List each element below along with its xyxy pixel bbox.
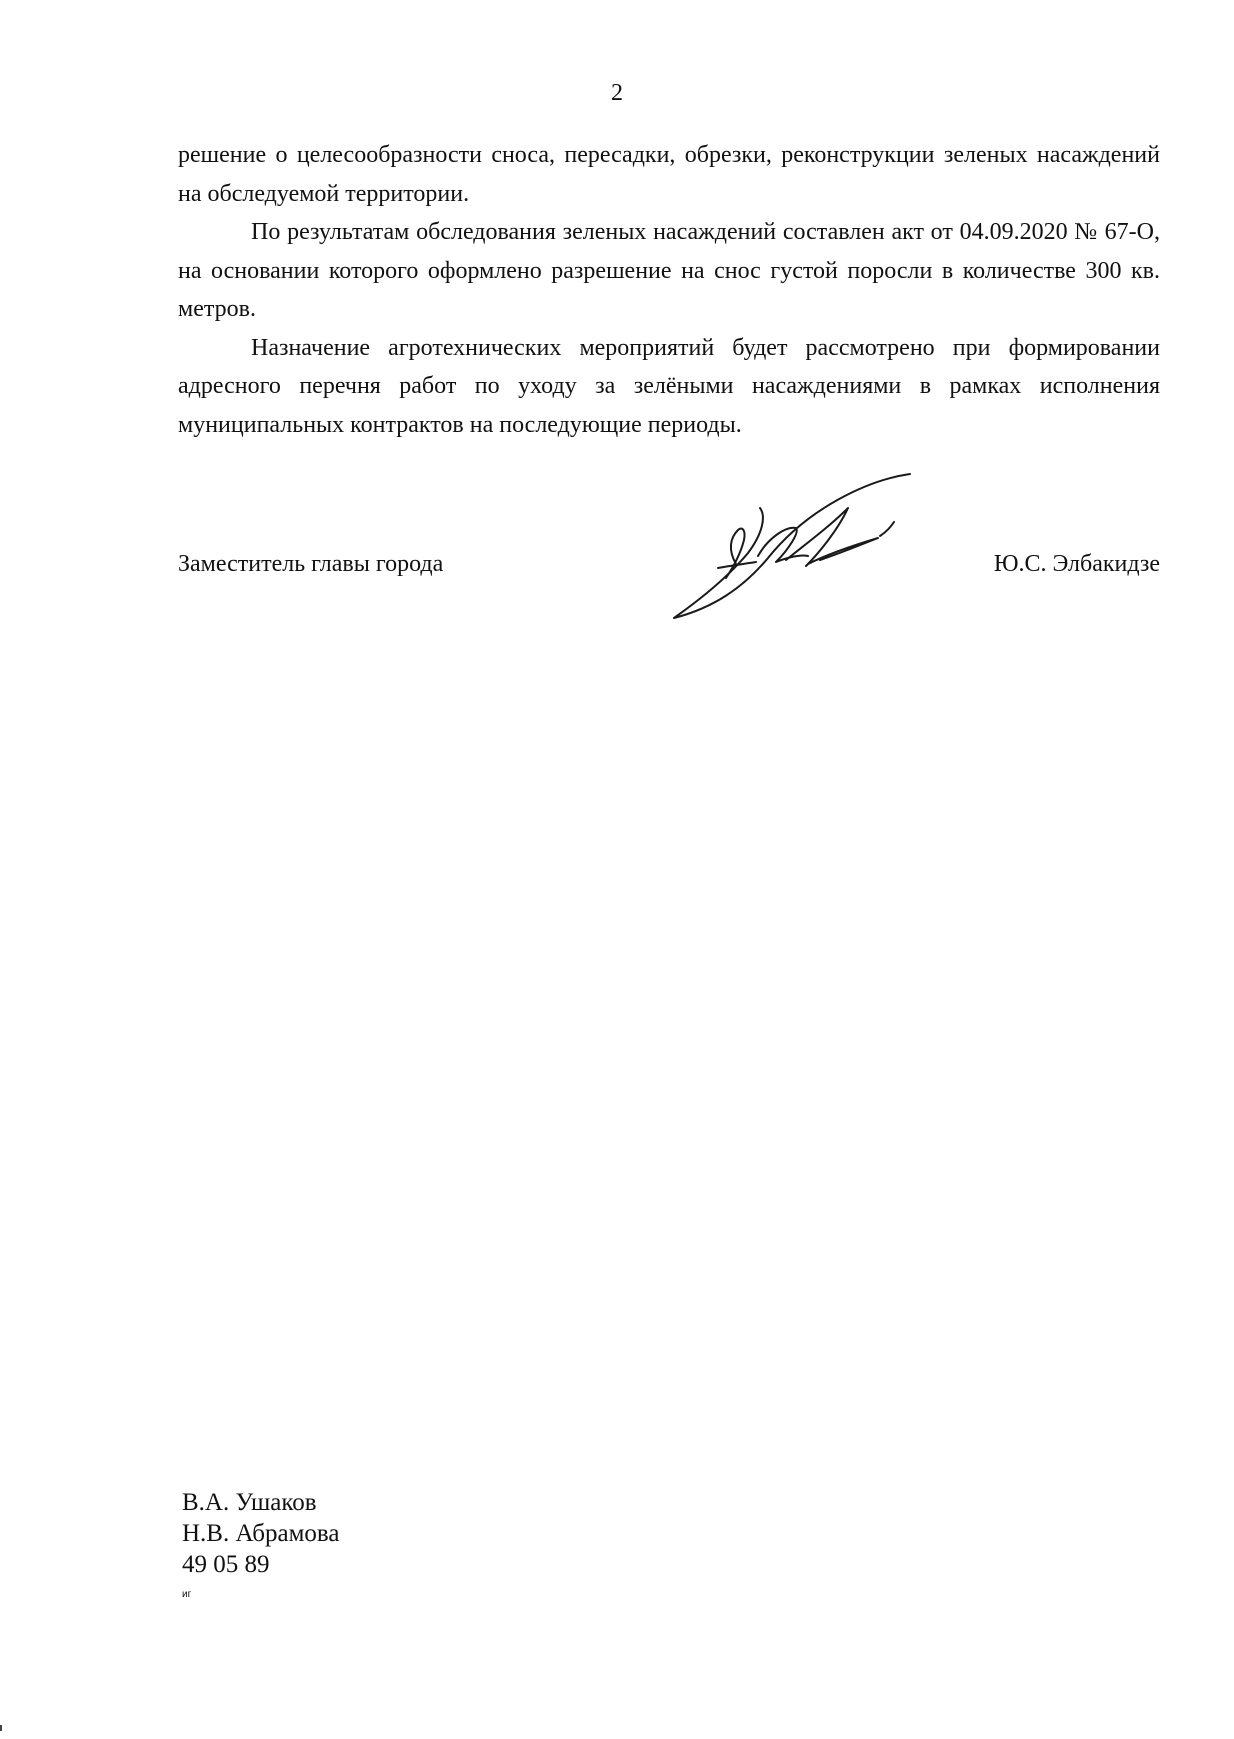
executor-name-2: Н.В. Абрамова (182, 1520, 340, 1547)
signatory-position: Заместитель главы города (178, 551, 444, 577)
letter-body (178, 136, 1160, 444)
page-number: 2 (611, 80, 623, 106)
executor-block (182, 1487, 339, 1580)
paragraph-inspection-act: По результатам обследования зеленых насаждений составлен акт от 04.09.2020 № 67-О, на основании которого оформлено разрешение на снос густой поросли в количестве 300 кв. метров. (178, 219, 1160, 322)
paragraph-agrotechnical-measures: Назначение агротехнических мероприятий будет рассмотрено при формировании адресного перечня работ по уходу за зелёными насаждениями в рамках исполнения муниципальных контрактов на последующие периоды. (178, 334, 1160, 438)
typist-initials: иг (182, 1589, 192, 1600)
executor-phone: 49 05 89 (182, 1551, 270, 1578)
paragraph-continuation: решение о целесообразности сноса, пересадки, обрезки, реконструкции зеленых насаждений на обследуемой территории. (178, 142, 1160, 207)
executor-name-1: В.А. Ушаков (182, 1489, 317, 1516)
signatory-name: Ю.С. Элбакидзе (993, 551, 1160, 577)
scan-artifact (0, 1725, 2, 1731)
handwritten-signature-icon (668, 468, 928, 628)
